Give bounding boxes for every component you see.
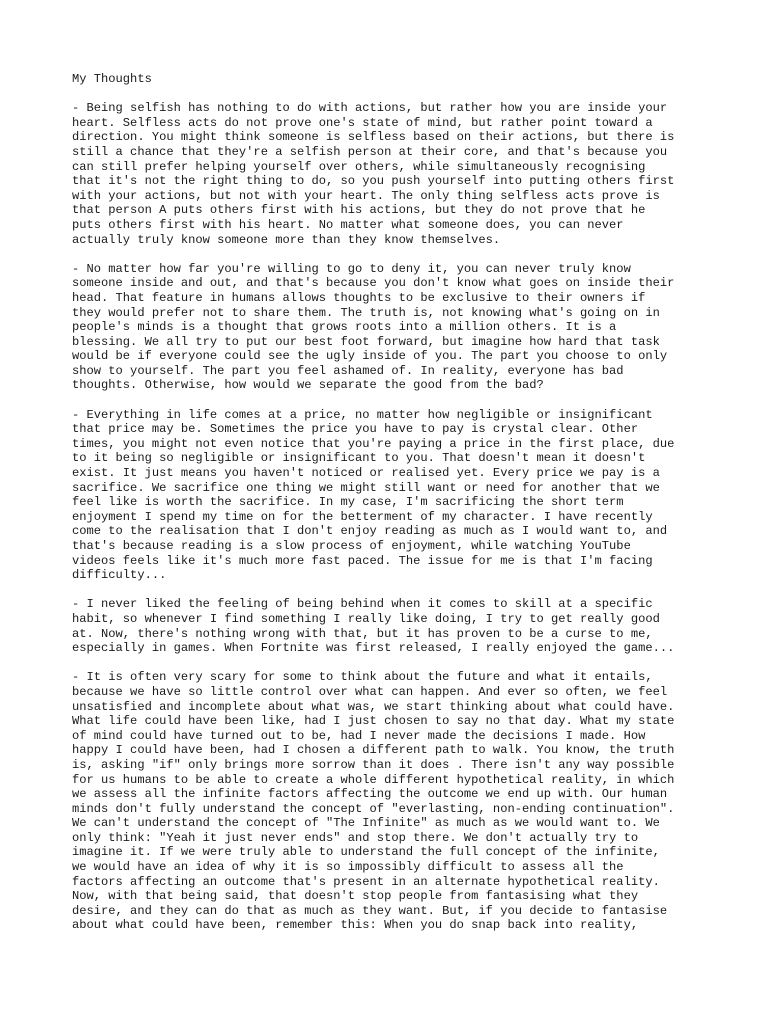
text-line: because we have so little control over what can happen. And ever so often, we feel <box>72 684 668 699</box>
text-line: - Everything in life comes at a price, no matter how negligible or insignificant <box>72 407 653 422</box>
text-line: would be if everyone could see the ugly inside of you. The part you choose to only <box>72 349 668 364</box>
text-line: desire, and they can do that as much as they want. But, if you decide to fantasise <box>72 903 668 918</box>
text-line: heart. Selfless acts do not prove one's state of mind, but rather point toward a <box>72 115 653 130</box>
text-line: happy I could have been, had I chosen a different path to walk. You know, the truth <box>72 743 675 758</box>
text-line: they would prefer not to share them. The truth is, not knowing what's going on in <box>72 305 660 320</box>
text-line: minds don't fully understand the concept of "everlasting, non-ending continuation". <box>72 801 675 816</box>
paragraph <box>72 101 712 247</box>
text-line: What life could have been like, had I just chosen to say no that day. What my state <box>72 714 675 729</box>
text-line: unsatisfied and incomplete about what was, we start thinking about what could have. <box>72 699 675 714</box>
text-line: - It is often very scary for some to think about the future and what it entails, <box>72 670 653 685</box>
document-body <box>72 101 712 933</box>
paragraph <box>72 670 712 933</box>
text-line: exist. It just means you haven't noticed or realised yet. Every price we pay is a <box>72 466 660 481</box>
text-line: sacrifice. We sacrifice one thing we might still want or need for another that we <box>72 480 660 495</box>
text-line: we would have an idea of why it is so impossibly difficult to assess all the <box>72 860 624 875</box>
document-title: My Thoughts <box>72 72 152 86</box>
text-line: direction. You might think someone is selfless based on their actions, but there is <box>72 130 675 145</box>
text-line: - No matter how far you're willing to go to deny it, you can never truly know <box>72 261 631 276</box>
text-line: thoughts. Otherwise, how would we separate the good from the bad? <box>72 378 544 393</box>
text-line: about what could have been, remember this: When you do snap back into reality, <box>72 918 639 933</box>
text-line: still a chance that they're a selfish person at their core, and that's because you <box>72 144 668 159</box>
text-line: We can't understand the concept of "The Infinite" as much as we would want to. We <box>72 816 660 831</box>
text-line: enjoyment I spend my time on for the betterment of my character. I have recently <box>72 509 653 524</box>
text-line: that person A puts others first with his actions, but they do not prove that he <box>72 203 646 218</box>
text-line: is, asking "if" only brings more sorrow than it does . There isn't any way possible <box>72 757 675 772</box>
text-line: blessing. We all try to put our best foot forward, but imagine how hard that task <box>72 334 660 349</box>
text-line: Now, with that being said, that doesn't stop people from fantasising what they <box>72 889 639 904</box>
text-line: actually truly know someone more than they know themselves. <box>72 232 501 247</box>
paragraph <box>72 262 712 393</box>
text-line: at. Now, there's nothing wrong with that, but it has proven to be a curse to me, <box>72 626 653 641</box>
text-line: - Being selfish has nothing to do with actions, but rather how you are inside your <box>72 101 668 116</box>
text-line: can still prefer helping yourself over others, while simultaneously recognising <box>72 159 646 174</box>
text-line: someone inside and out, and that's because you don't know what goes on inside their <box>72 276 675 291</box>
text-line: times, you might not even notice that you're paying a price in the first place, due <box>72 436 675 451</box>
text-line: that's because reading is a slow process of enjoyment, while watching YouTube <box>72 539 631 553</box>
text-line: come to the realisation that I don't enjoy reading as much as I would want to, and <box>72 524 668 539</box>
text-line: imagine it. If we were truly able to understand the full concept of the infinite, <box>72 845 660 860</box>
text-line: people's minds is a thought that grows roots into a million others. It is a <box>72 320 617 335</box>
paragraph <box>72 597 712 655</box>
document-page <box>72 72 712 948</box>
text-line: that price may be. Sometimes the price you have to pay is crystal clear. Other <box>72 422 639 437</box>
text-line: feel like is worth the sacrifice. In my case, I'm sacrificing the short term <box>72 495 624 510</box>
text-line: - I never liked the feeling of being behind when it comes to skill at a specific <box>72 597 653 612</box>
text-line: difficulty... <box>72 568 167 583</box>
text-line: factors affecting an outcome that's present in an alternate hypothetical reality. <box>72 874 660 889</box>
text-line: show to yourself. The part you feel ashamed of. In reality, everyone has bad <box>72 363 624 378</box>
text-line: puts others first with his heart. No matter what someone does, you can never <box>72 217 624 232</box>
text-line: especially in games. When Fortnite was first released, I really enjoyed the game... <box>72 641 675 656</box>
paragraph <box>72 408 712 583</box>
text-line: of mind could have turned out to be, had I never made the decisions I made. How <box>72 728 646 743</box>
text-line: only think: "Yeah it just never ends" and stop there. We don't actually try to <box>72 830 639 845</box>
text-line: to it being so negligible or insignificant to you. That doesn't mean it doesn't <box>72 451 646 466</box>
text-line: for us humans to be able to create a whole different hypothetical reality, in which <box>72 772 675 787</box>
text-line: habit, so whenever I find something I really like doing, I try to get really good <box>72 611 660 626</box>
text-line: videos feels like it's much more fast paced. The issue for me is that I'm facing <box>72 553 653 568</box>
text-line: head. That feature in humans allows thoughts to be exclusive to their owners if <box>72 290 646 305</box>
text-line: that it's not the right thing to do, so you push yourself into putting others first <box>72 174 675 189</box>
text-line: we assess all the infinite factors affecting the outcome we end up with. Our human <box>72 787 668 802</box>
text-line: with your actions, but not with your heart. The only thing selfless acts prove is <box>72 188 660 203</box>
